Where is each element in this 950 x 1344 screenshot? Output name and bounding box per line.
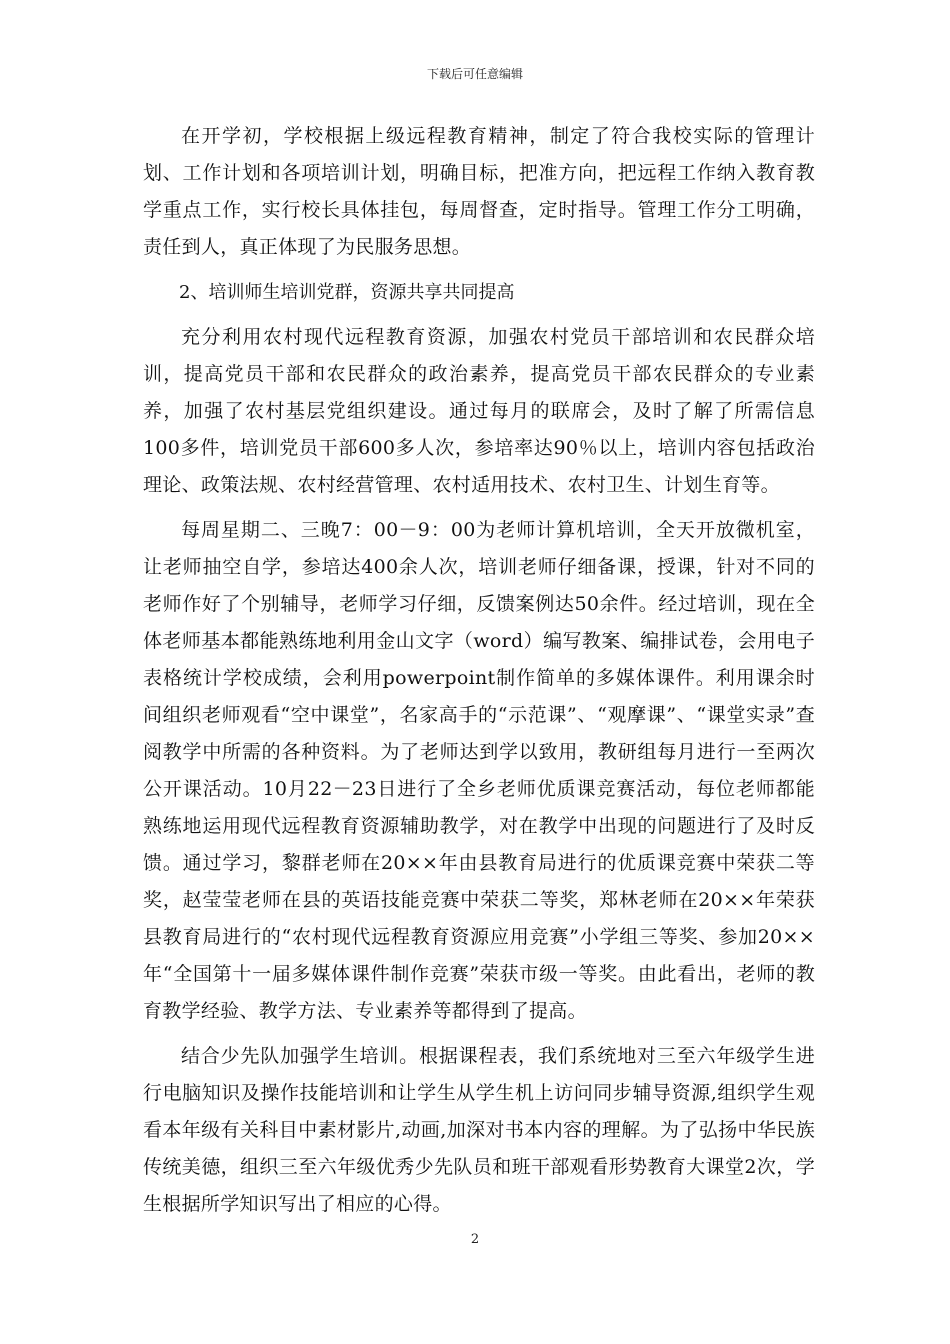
paragraph-student-training: 结合少先队加强学生培训。根据课程表，我们系统地对三至六年级学生进行电脑知识及操作技能培训和让学生从学生机上访问同步辅导资源,组织学生观看本年级有关科目中素材影片,动画,加深对书本内容的理解。为了弘扬中华民族传统美德，组织三至六年级优秀少先队员和班干部观看形势教育大课堂2次，学生根据所学知识写出了相应的心得。 (143, 1045, 815, 1215)
paragraph-party-training: 充分利用农村现代远程教育资源，加强农村党员干部培训和农民群众培训，提高党员干部和农民群众的政治素养，提高党员干部农民群众的专业素养，加强了农村基层党组织建设。通过每月的联席会，及时了解了所需信息100多件，培训党员干部600多人次，参培率达90％以上，培训内容包括政治理论、政策法规、农村经营管理、农村适用技术、农村卫生、计划生育等。 (143, 326, 815, 496)
section-heading-training: 2、培训师生培训党群，资源共享共同提高 (179, 282, 515, 303)
page-header: 下载后可任意编辑 (426, 67, 523, 81)
page-number: 2 (470, 1232, 480, 1247)
document-body (143, 118, 815, 1231)
paragraph-management: 在开学初，学校根据上级远程教育精神，制定了符合我校实际的管理计划、工作计划和各项培训计划，明确目标，把准方向，把远程工作纳入教育教学重点工作，实行校长具体挂包，每周督查，定时指导。管理工作分工明确，责任到人，真正体现了为民服务思想。 (143, 125, 815, 258)
paragraph-teacher-training: 每周星期二、三晚7：00－9：00为老师计算机培训，全天开放微机室，让老师抽空自学，参培达400余人次，培训老师仔细备课，授课，针对不同的老师作好了个别辅导，老师学习仔细，反馈案例达50余件。经过培训，现在全体老师基本都能熟练地利用金山文字（word）编写教案、编排试卷，会用电子表格统计学校成绩，会利用powerpoint制作简单的多媒体课件。利用课余时间组织老师观看“空中课堂”，名家高手的“示范课”、“观摩课”、“课堂实录”查阅教学中所需的各种资料。为了老师达到学以致用，教研组每月进行一至两次公开课活动。10月22－23日进行了全乡老师优质课竞赛活动，每位老师都能熟练地运用现代远程教育资源辅助教学，对在教学中出现的问题进行了及时反馈。通过学习，黎群老师在20××年由县教育局进行的优质课竞赛中荣获二等奖，赵莹莹老师在县的英语技能竞赛中荣获二等奖，郑林老师在20××年荣获县教育局进行的“农村现代远程教育资源应用竞赛”小学组三等奖、参加20××年“全国第十一届多媒体课件制作竞赛”荣获市级一等奖。由此看出，老师的教育教学经验、教学方法、专业素养等都得到了提高。 (143, 519, 815, 1022)
